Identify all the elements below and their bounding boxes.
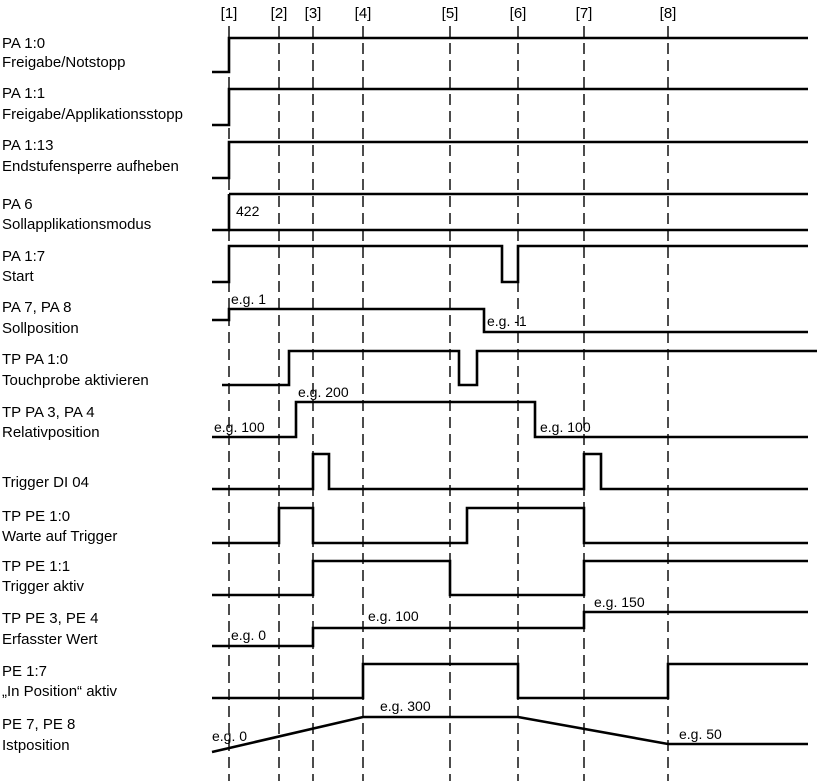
- time-markers: [221, 5, 677, 22]
- waveform-pa-1-1: [212, 89, 808, 125]
- signal-label-pa-1-1-desc: Freigabe/Applikationsstopp: [2, 106, 183, 123]
- marker-7: [7]: [575, 5, 593, 22]
- signal-label-pa-1-0-name: PA 1:0: [2, 35, 46, 52]
- signal-label-pa-1-0-desc: Freigabe/Notstopp: [2, 54, 126, 71]
- annotation-tp-pa-3-pa-4-value-1: e.g. 100: [214, 419, 265, 435]
- marker-3: [3]: [304, 5, 322, 22]
- signal-label-pe-1-7-name: PE 1:7: [2, 663, 48, 680]
- signal-label-tp-pa-1-0-name: TP PA 1:0: [2, 351, 69, 368]
- annotation-pa-6-value: 422: [236, 203, 260, 219]
- marker-4: [4]: [354, 5, 372, 22]
- marker-2: [2]: [270, 5, 288, 22]
- waveform-tp-pe-1-1: [212, 561, 808, 595]
- waveform-pa-1-13: [212, 142, 808, 178]
- waveform-tp-pe-3-pe-4: [212, 612, 808, 646]
- annotation-pa-7-pa-8-value-1: e.g. 1: [231, 291, 267, 307]
- signal-label-pa-7-pa-8-desc: Sollposition: [2, 320, 79, 337]
- annotation-tp-pa-3-pa-4-value-3: e.g. 100: [540, 419, 591, 435]
- annotation-pe-7-pe-8-value-1: e.g. 0: [212, 728, 248, 744]
- signal-label-pa-6-name: PA 6: [2, 196, 33, 213]
- signal-label-tp-pe-3-pe-4-name: TP PE 3, PE 4: [2, 610, 99, 627]
- waveform-tp-pa-3-pa-4: [212, 402, 808, 437]
- annotation-tp-pe-3-pe-4-value-2: e.g. 100: [368, 608, 419, 624]
- annotation-tp-pa-3-pa-4-value-2: e.g. 200: [298, 384, 349, 400]
- signal-label-pe-1-7-desc: „In Position“ aktiv: [2, 683, 118, 700]
- signal-label-pe-7-pe-8-desc: Istposition: [2, 737, 70, 754]
- waveform-pa-1-0: [212, 38, 808, 72]
- signal-label-tp-pe-3-pe-4-desc: Erfasster Wert: [2, 631, 98, 648]
- waveform-tp-pe-1-0: [212, 508, 808, 543]
- annotation-tp-pe-3-pe-4-value-1: e.g. 0: [231, 627, 267, 643]
- signal-label-tp-pe-1-0-desc: Warte auf Trigger: [2, 528, 118, 545]
- marker-8: [8]: [659, 5, 677, 22]
- signal-label-tp-pe-1-1-name: TP PE 1:1: [2, 558, 71, 575]
- waveform-pa-6-low: [212, 194, 229, 230]
- marker-6: [6]: [509, 5, 527, 22]
- waveform-pa-1-7: [212, 246, 808, 282]
- marker-5: [5]: [441, 5, 459, 22]
- waveform-pe-1-7: [212, 664, 808, 698]
- annotation-pe-7-pe-8-value-2: e.g. 300: [380, 698, 431, 714]
- signal-label-tp-pe-1-0-name: TP PE 1:0: [2, 508, 71, 525]
- annotation-pa-7-pa-8-value-2: e.g. -1: [487, 313, 527, 329]
- signal-label-tp-pe-1-1-desc: Trigger aktiv: [2, 578, 84, 595]
- signal-label-tp-pa-3-pa-4-name: TP PA 3, PA 4: [2, 404, 95, 421]
- signal-label-tp-pa-3-pa-4-desc: Relativposition: [2, 424, 100, 441]
- marker-1: [1]: [220, 5, 238, 22]
- signal-labels: [2, 35, 183, 754]
- signal-label-pa-1-13-name: PA 1:13: [2, 137, 54, 154]
- signal-label-pa-7-pa-8-name: PA 7, PA 8: [2, 299, 72, 316]
- signal-label-pa-1-7-desc: Start: [2, 268, 34, 285]
- signal-label-pa-1-13-desc: Endstufensperre aufheben: [2, 158, 179, 175]
- signal-label-tp-pa-1-0-desc: Touchprobe aktivieren: [2, 372, 149, 389]
- annotation-tp-pe-3-pe-4-value-3: e.g. 150: [594, 594, 645, 610]
- signal-label-trigger-di-04-name: Trigger DI 04: [2, 474, 89, 491]
- waveform-trigger-di-04: [212, 454, 808, 489]
- signal-label-pe-7-pe-8-name: PE 7, PE 8: [2, 716, 76, 733]
- annotation-pe-7-pe-8-value-3: e.g. 50: [679, 726, 722, 742]
- waveform-tp-pa-1-0: [222, 351, 817, 385]
- signal-label-pa-1-1-name: PA 1:1: [2, 85, 46, 102]
- signal-label-pa-1-7-name: PA 1:7: [2, 248, 46, 265]
- signal-label-pa-6-desc: Sollapplikationsmodus: [2, 216, 152, 233]
